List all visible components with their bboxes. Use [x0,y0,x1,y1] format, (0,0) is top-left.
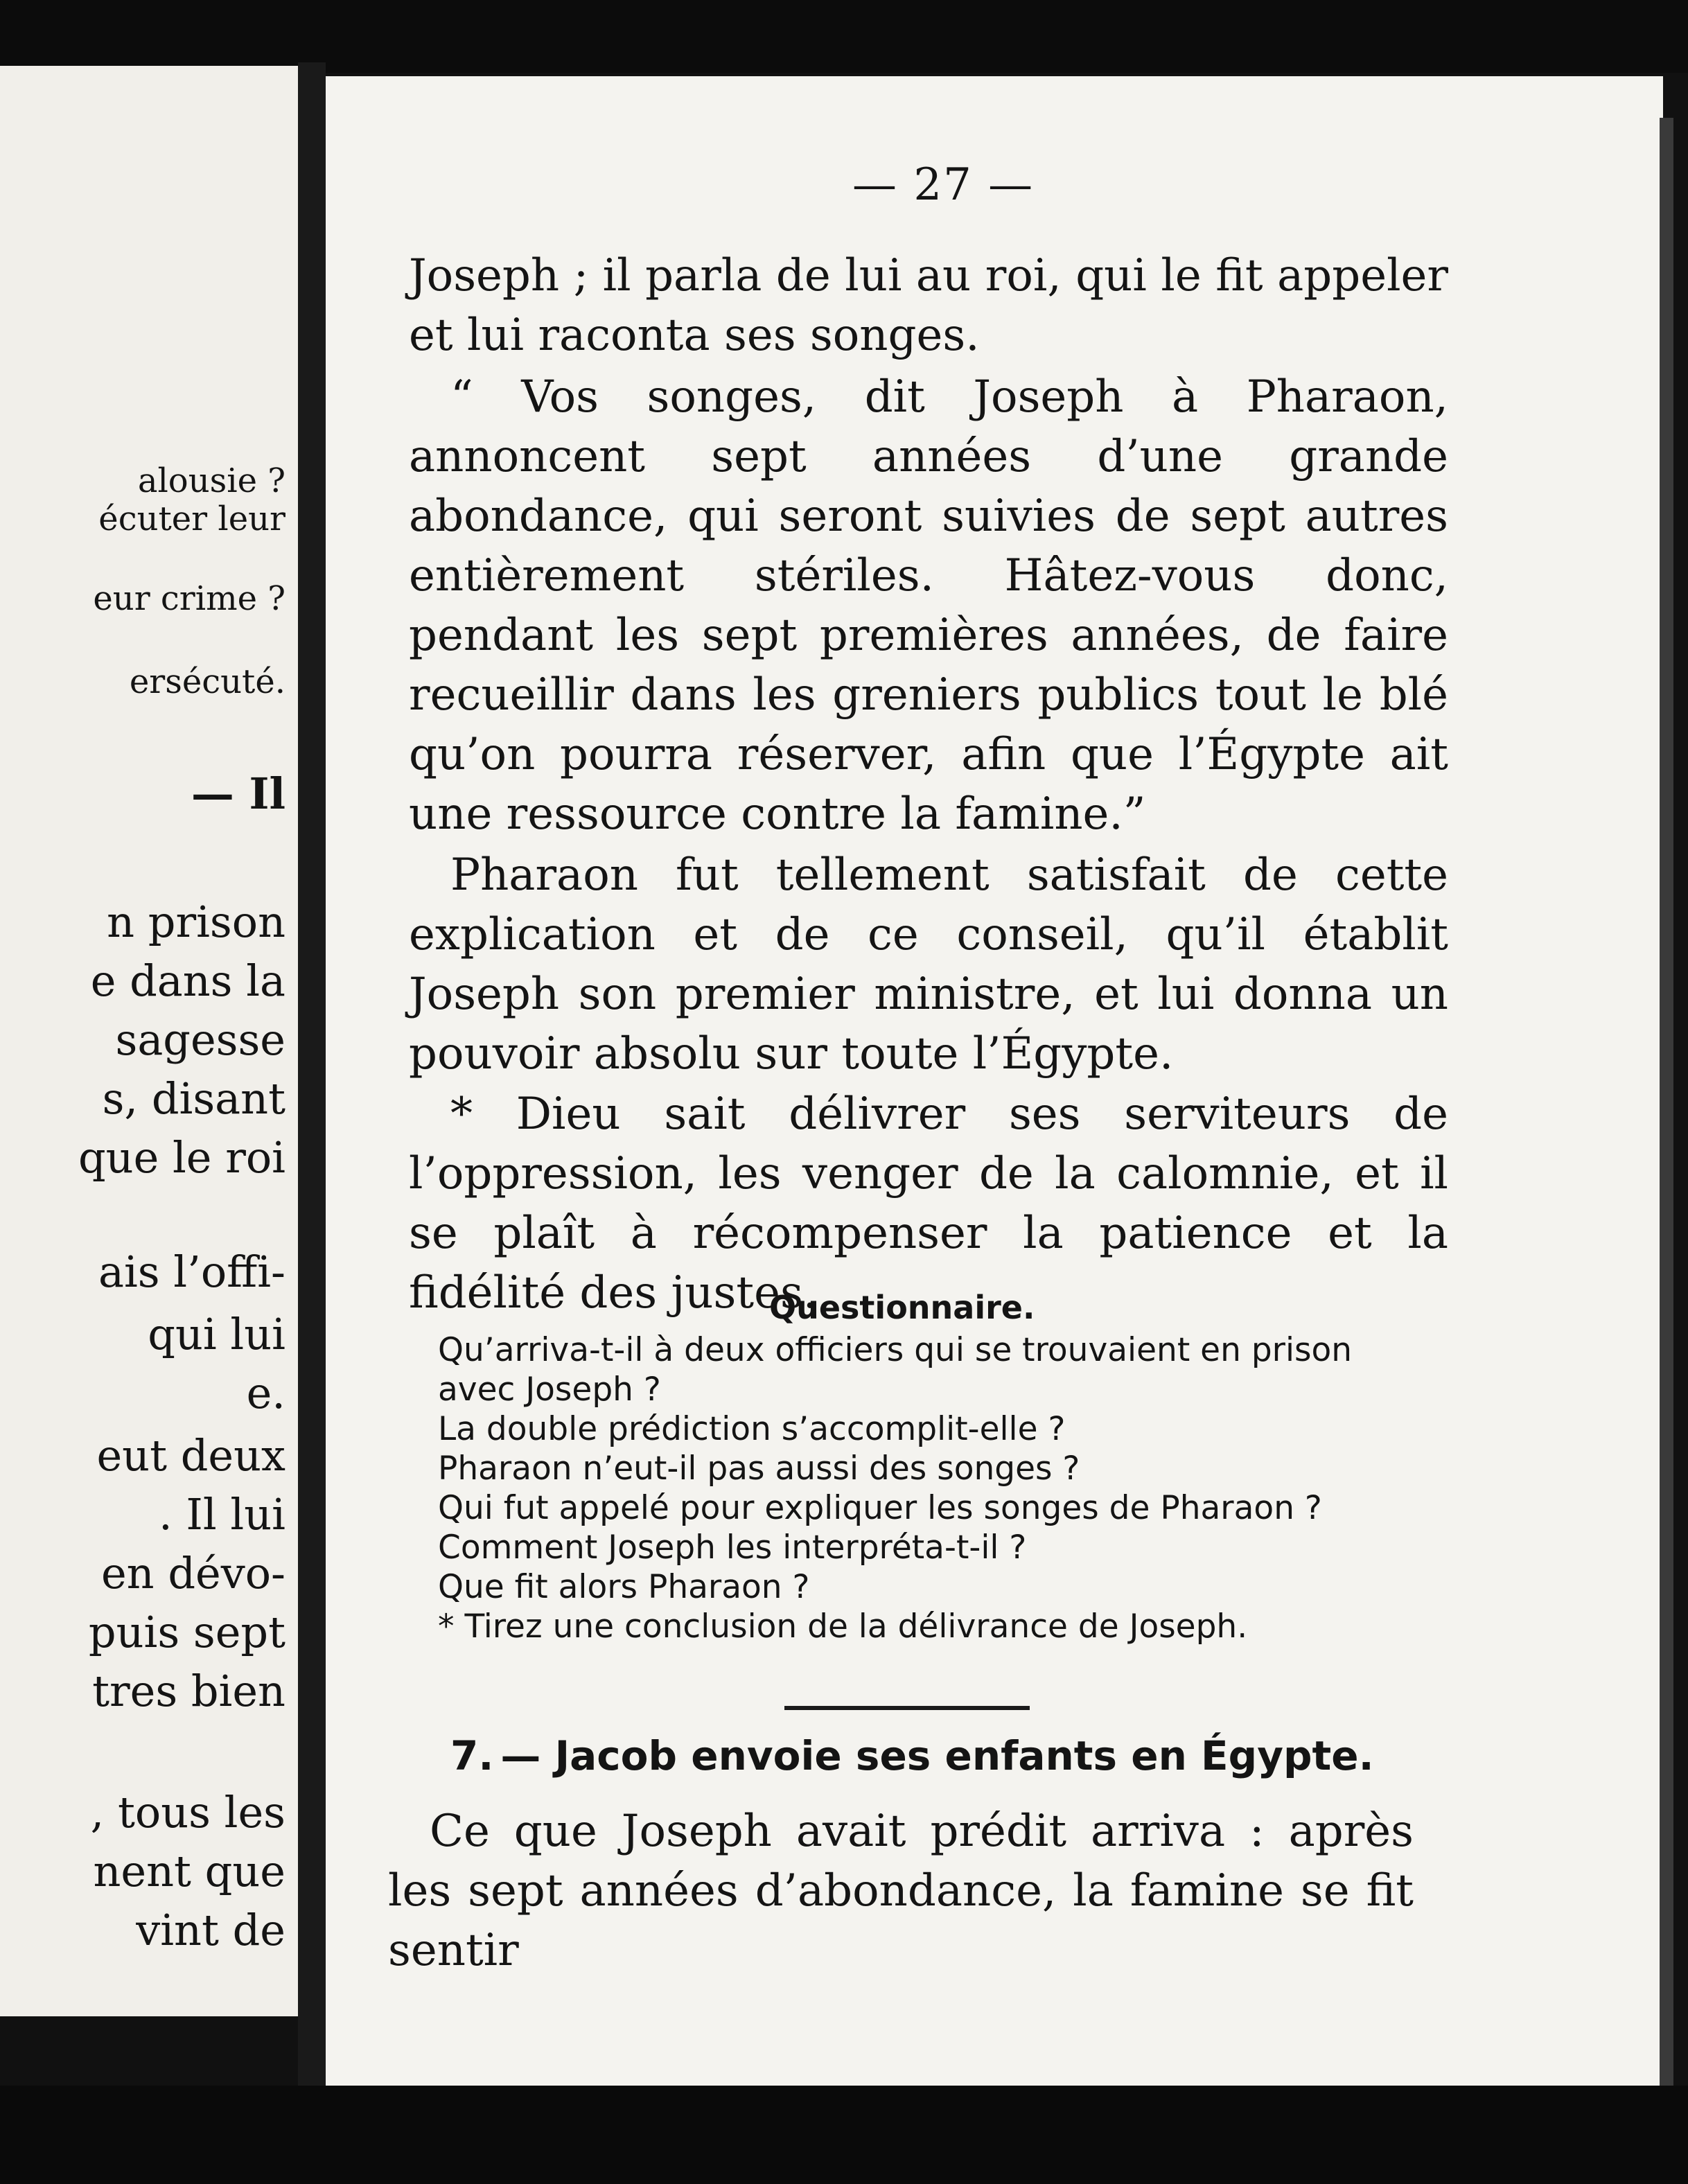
left-text-fragment: . Il lui [158,1489,285,1540]
section-heading [450,1732,1374,1779]
left-text-fragment: écuter leur [98,500,285,538]
section-number: 7. [450,1732,494,1779]
paragraph: Joseph ; il parla de lui au roi, qui le fit appeler et lui raconta ses songes. [409,250,1448,361]
left-text-fragment: e dans la [90,956,285,1006]
question-item: Qui fut appelé pour expliquer les songes de Pharaon ? [438,1489,1322,1527]
left-text-fragment: e. [246,1368,285,1418]
book-gutter [298,62,326,2086]
section-title: — Jacob envoie ses enfants en Égypte. [500,1732,1374,1779]
left-text-fragment: alousie ? [137,461,285,500]
left-text-fragment: s, disant [102,1073,285,1124]
left-text-fragment: , tous les [90,1787,285,1838]
left-text-fragment: que le roi [78,1132,285,1183]
left-text-fragment: ais l’offi- [98,1247,285,1297]
left-text-fragment: qui lui [148,1309,285,1359]
left-text-fragment: tres bien [92,1666,285,1716]
question-item: Qu’arriva-t-il à deux officiers qui se trouvaient en prison avec Joseph ? [438,1331,1353,1409]
left-text-fragment: eut deux [96,1430,285,1481]
question-item: Comment Joseph les interpréta-t-il ? [438,1529,1027,1567]
questionnaire-heading: Questionnaire. [769,1289,1035,1326]
page-number: — 27 — [852,159,1035,211]
left-text-fragment: nent que [93,1846,285,1896]
left-text-fragment: en dévo- [100,1548,285,1599]
left-text-fragment: — Il [191,768,285,819]
paragraph: Ce que Joseph avait prédit arriva : après les sept années d’abondance, la famine se fit sentir [388,1806,1414,1976]
scan-top-border [0,0,1688,73]
left-text-fragment: eur crime ? [93,579,285,618]
question-item: Pharaon n’eut-il pas aussi des songes ? [438,1450,1080,1488]
scan-bottom-border [0,2086,1688,2184]
paragraph: “ Vos songes, dit Joseph à Pharaon, annoncent sept années d’une grande abondance, qui seront suivies de sept autres entièrement stériles. Hâtez-vous donc, pendant les sept premières années, de faire recueillir dans les greniers publics tout le blé qu’on pourra réserver, afin que l’Égypte ait une ressource contre la famine.” [409,371,1448,840]
left-text-fragment: puis sept [88,1607,285,1657]
paragraph: * Dieu sait délivrer ses serviteurs de l’oppression, les venger de la calomnie, et il se plaît à récompenser la patience et la fidélité des justes. [409,1089,1448,1319]
question-item: * Tirez une conclusion de la délivrance de Joseph. [438,1608,1248,1646]
left-page [0,66,298,2016]
left-text-fragment: vint de [136,1905,285,1955]
left-text-fragment: ersécuté. [129,662,285,701]
question-item: Que fit alors Pharaon ? [438,1568,810,1606]
left-text-fragment: sagesse [115,1014,285,1065]
left-text-fragment: n prison [107,897,285,947]
question-item: La double prédiction s’accomplit-elle ? [438,1410,1066,1448]
paragraph: Pharaon fut tellement satisfait de cette explication et de ce conseil, qu’il établit Joseph son premier ministre, et lui donna un pouvoir absolu sur toute l’Égypte. [409,849,1448,1080]
section-divider [784,1706,1030,1710]
questionnaire-list [395,1330,1434,1646]
page-edge-shadow [1660,118,1673,2086]
